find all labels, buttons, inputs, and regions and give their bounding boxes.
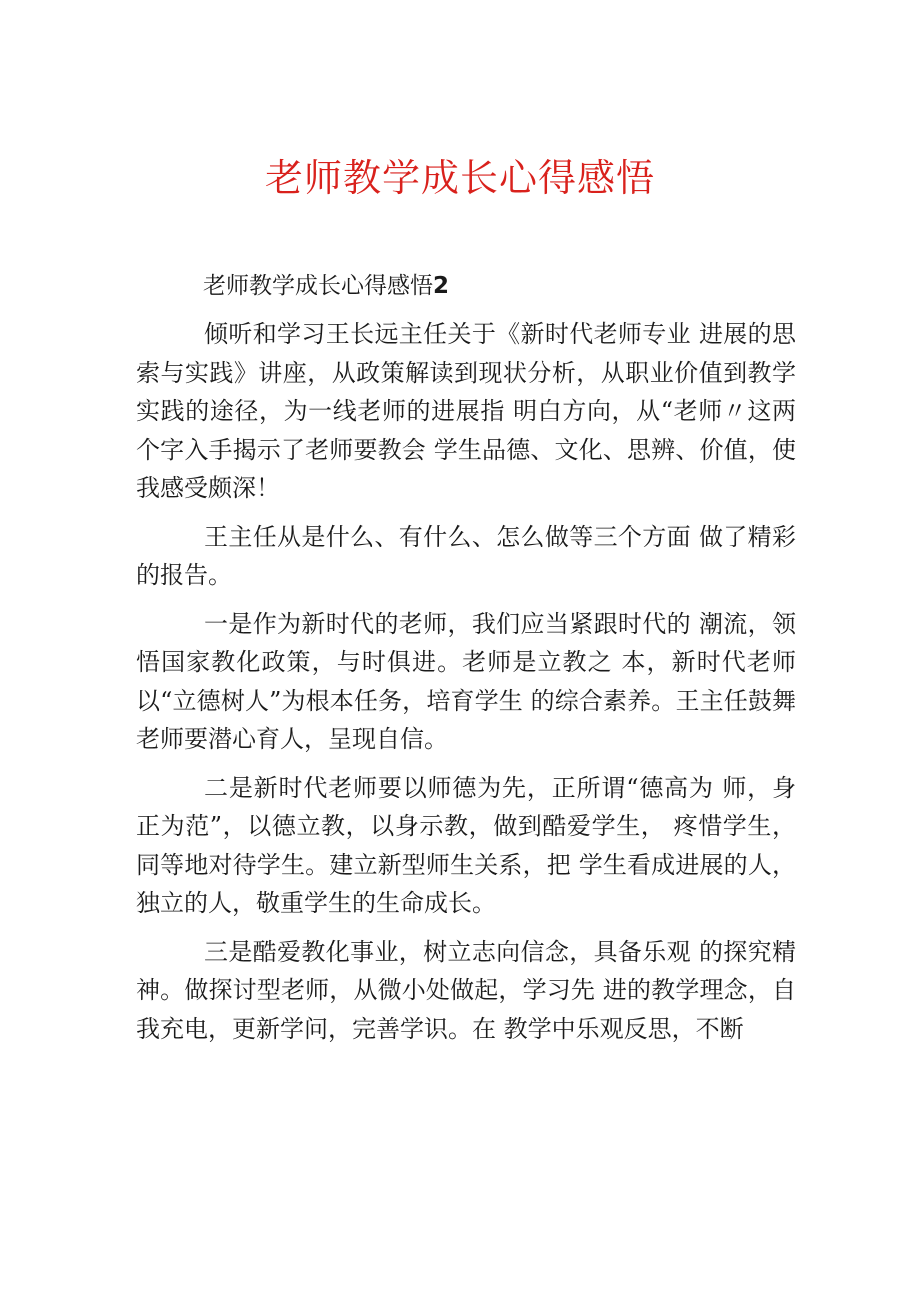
paragraph-2: 王主任从是什么、有什么、怎么做等三个方面 做了精彩的报告。 <box>136 522 796 589</box>
document-body <box>136 315 796 1058</box>
paragraph-4: 二是新时代老师要以师德为先，正所谓“德高为 师，身正为范”，以德立教，以身示教，做到酷爱学生， 疼惜学生，同等地对待学生。建立新型师生关系，把 学生看成进展的人，独立的人，敬重学生的生命成长。 <box>136 773 796 917</box>
paragraph-1: 倾听和学习王长远主任关于《新时代老师专业 进展的思索与实践》讲座，从政策解读到现状分析，从职业价值到教学实践的途径，为一线老师的进展指 明白方向，从“老师〃这两个字入手揭示了老师要教会 学生品德、文化、思辨、价值，使我感受颇深！ <box>136 320 796 502</box>
subtitle-text: 老师教学成长心得感悟 <box>203 273 433 299</box>
document-title: 老师教学成长心得感悟 <box>264 156 655 200</box>
document-subtitle <box>203 268 449 304</box>
paragraph-5: 三是酷爱教化事业，树立志向信念，具备乐观 的探究精神。做探讨型老师，从微小处做起，学习先 进的教学理念，自我充电，更新学问，完善学识。在 教学中乐观反思，不断 <box>136 937 796 1043</box>
paragraph-3: 一是作为新时代的老师，我们应当紧跟时代的 潮流，领悟国家教化政策，与时俱进。老师是立教之 本，新时代老师以“立德树人”为根本任务，培育学生 的综合素养。王主任鼓舞老师要潜心育人，呈现自信。 <box>136 609 796 753</box>
subtitle-number: 2 <box>433 273 450 299</box>
